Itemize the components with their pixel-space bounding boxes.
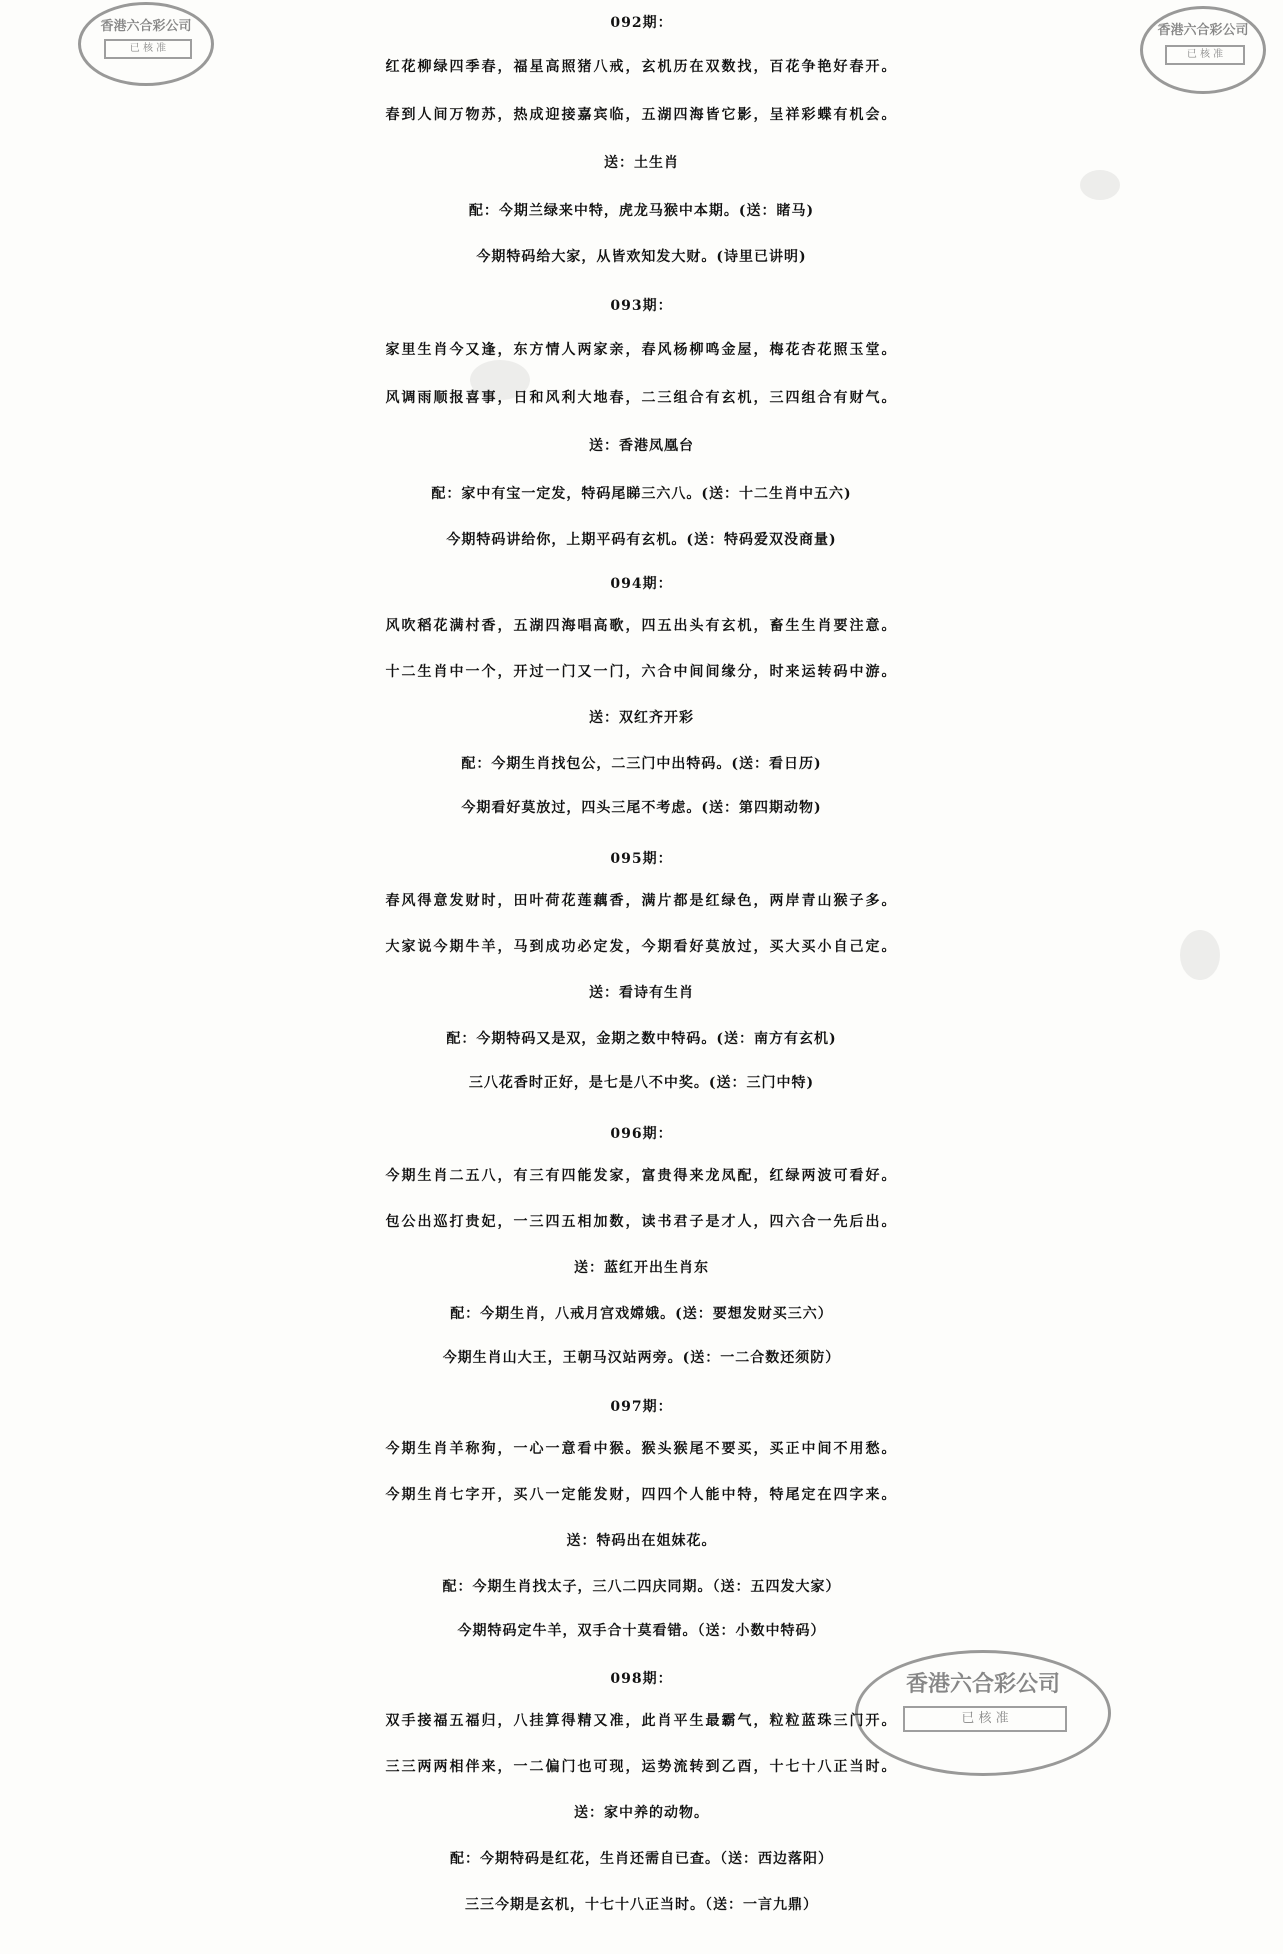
pair-line: 三三今期是玄机，十七十八正当时。（送：一言九鼎）	[465, 1897, 818, 1913]
period-label: 098期：	[610, 1671, 673, 1687]
pair-line: 配：今期兰绿来中特，虎龙马猴中本期。(送：睹马)	[468, 203, 815, 219]
pair-line: 配：今期生肖，八戒月宫戏嫦娥。(送：要想发财买三六）	[450, 1306, 833, 1322]
stamp-ring-text: 香港六合彩公司	[1157, 23, 1249, 38]
period-label: 094期：	[610, 576, 673, 592]
period-label: 092期：	[610, 15, 673, 31]
stamp-bar-text: 已 核 准	[903, 1706, 1067, 1732]
period-label: 095期：	[610, 851, 673, 867]
verse-line: 三三两两相伴来，一二偏门也可现，运势流转到乙酉，十七十八正当时。	[385, 1759, 898, 1775]
verse-line: 风吹稻花满村香，五湖四海唱高歌，四五出头有玄机，畜生生肖要注意。	[385, 618, 898, 634]
stamp-ring-text: 香港六合彩公司	[905, 1672, 1060, 1697]
verse-line: 红花柳绿四季春，福星高照猪八戒，玄机历在双数找，百花争艳好春开。	[385, 59, 898, 75]
verse-line: 春风得意发财时，田叶荷花莲藕香，满片都是红绿色，两岸青山猴子多。	[385, 893, 898, 909]
gift-line: 送：看诗有生肖	[589, 985, 694, 1001]
period-label: 093期：	[610, 298, 673, 314]
pair-line: 配：家中有宝一定发，特码尾睇三六八。(送：十二生肖中五六)	[431, 486, 852, 502]
period-label: 097期：	[610, 1399, 673, 1415]
pair-line: 今期生肖山大王，王朝马汉站两旁。(送：一二合数还须防）	[442, 1350, 841, 1366]
period-label: 096期：	[610, 1126, 673, 1142]
stamp-bar-text: 已 核 准	[1165, 45, 1246, 65]
gift-line: 送：家中养的动物。	[574, 1805, 709, 1821]
gift-line: 送：蓝红开出生肖东	[574, 1260, 709, 1276]
verse-line: 家里生肖今又逢，东方情人两家亲，春风杨柳鸣金屋，梅花杏花照玉堂。	[385, 342, 898, 358]
pair-line: 配：今期生肖找包公，二三门中出特码。(送：看日历)	[461, 756, 822, 772]
pair-line: 三八花香时正好，是七是八不中奖。(送：三门中特)	[468, 1075, 815, 1091]
stamp-ring-text: 香港六合彩公司	[100, 19, 192, 34]
ink-smudge	[1080, 170, 1120, 200]
pair-line: 今期特码给大家，从皆欢知发大财。(诗里已讲明)	[476, 249, 807, 265]
stamp-bar-text: 已 核 准	[104, 39, 191, 59]
pair-line: 配：今期特码又是双，金期之数中特码。(送：南方有玄机)	[446, 1031, 837, 1047]
pair-line: 配：今期生肖找太子，三八二四庆同期。（送：五四发大家）	[442, 1579, 841, 1595]
verse-line: 春到人间万物苏，热成迎接嘉宾临，五湖四海皆它影，呈祥彩蝶有机会。	[385, 107, 898, 123]
pair-line: 今期特码定牛羊，双手合十莫看错。（送：小数中特码）	[457, 1623, 826, 1639]
gift-line: 送：双红齐开彩	[589, 710, 694, 726]
verse-line: 今期生肖羊称狗，一心一意看中猴。猴头猴尾不要买，买正中间不用愁。	[385, 1441, 898, 1457]
verse-line: 今期生肖二五八，有三有四能发家，富贵得来龙凤配，红绿两波可看好。	[385, 1168, 898, 1184]
pair-line: 配：今期特码是红花，生肖还需自已查。（送：西边落阳）	[450, 1851, 833, 1867]
verse-line: 风调雨顺报喜事，日和风利大地春，二三组合有玄机，三四组合有财气。	[385, 390, 898, 406]
gift-line: 送：土生肖	[604, 155, 679, 171]
verse-line: 今期生肖七字开，买八一定能发财，四四个人能中特，特尾定在四字来。	[385, 1487, 898, 1503]
pair-line: 今期看好莫放过，四头三尾不考虑。(送：第四期动物)	[461, 800, 822, 816]
pair-line: 今期特码讲给你，上期平码有玄机。(送：特码爱双没商量)	[446, 532, 837, 548]
verse-line: 双手接福五福归，八挂算得精又准，此肖平生最霸气，粒粒蓝珠三门开。	[385, 1713, 898, 1729]
verse-line: 包公出巡打贵妃，一三四五相加数，读书君子是才人，四六合一先后出。	[385, 1214, 898, 1230]
verse-line: 十二生肖中一个，开过一门又一门，六合中间间缘分，时来运转码中游。	[385, 664, 898, 680]
gift-line: 送：香港凤凰台	[589, 438, 694, 454]
verse-line: 大家说今期牛羊，马到成功必定发，今期看好莫放过，买大买小自己定。	[385, 939, 898, 955]
gift-line: 送：特码出在姐妹花。	[566, 1533, 717, 1549]
